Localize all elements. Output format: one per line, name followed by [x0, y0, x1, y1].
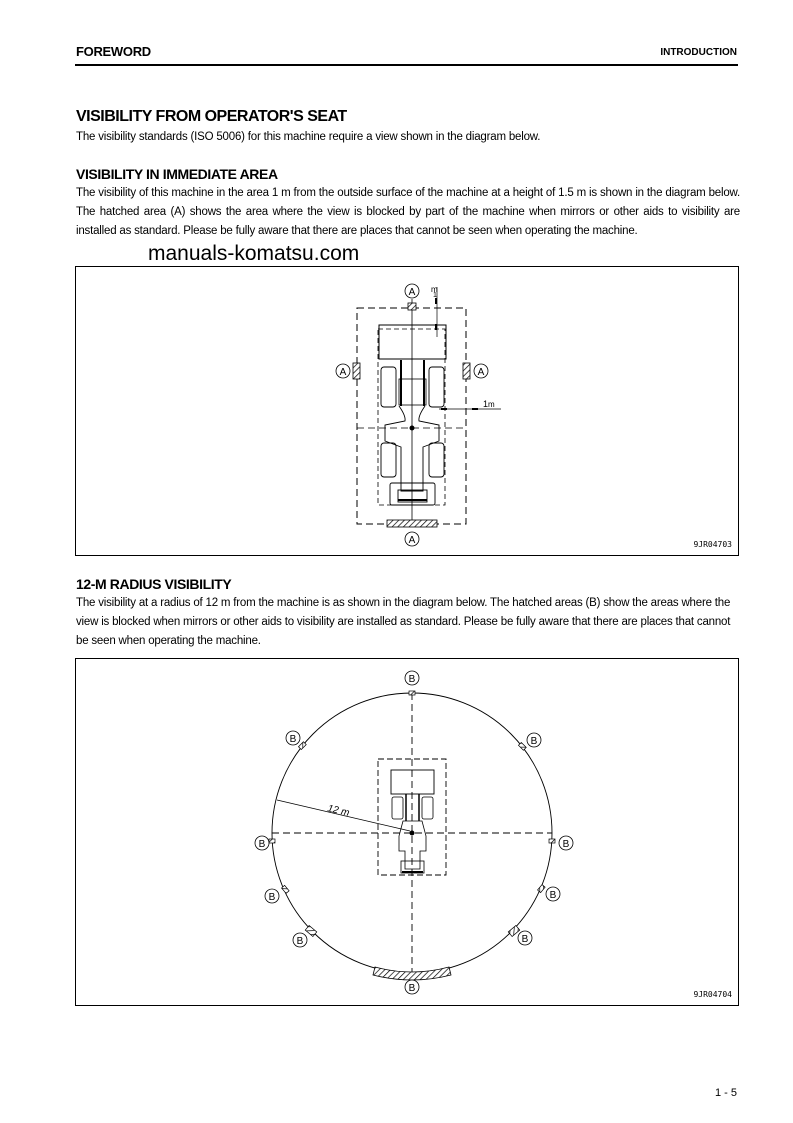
figure-immediate-area [75, 266, 739, 556]
header-divider [75, 64, 738, 66]
svg-text:B: B [289, 734, 297, 745]
svg-text:m: m [431, 285, 438, 294]
figure-radius [75, 658, 739, 1006]
immediate-area-diagram [76, 267, 738, 555]
svg-text:A: A [408, 535, 416, 546]
svg-text:A: A [408, 287, 416, 298]
figure-id: 9JR04703 [693, 540, 732, 549]
svg-text:B: B [549, 890, 557, 901]
section-title-radius: 12-M RADIUS VISIBILITY [76, 576, 232, 592]
header-chapter: INTRODUCTION [660, 47, 737, 58]
svg-text:B: B [258, 839, 266, 850]
svg-text:B: B [562, 839, 570, 850]
svg-text:A: A [477, 367, 485, 378]
svg-text:A: A [339, 367, 347, 378]
section-title-operator-seat: VISIBILITY FROM OPERATOR'S SEAT [76, 108, 347, 125]
section-body-immediate-area: The visibility of this machine in the area 1 m from the outside surface of the machine at a height of 1.5 m is shown in the diagram below. The hatched area (A) shows the area where the view is blocked by part of the machine when mirrors or other aids to visibility are installed as standard. Please be fully aware that there are places that cannot be seen when operating the machine. [76, 187, 740, 237]
figure-id: 9JR04704 [693, 990, 732, 999]
svg-text:1: 1 [433, 292, 437, 299]
svg-text:m: m [488, 400, 495, 409]
header-section: FOREWORD [76, 44, 151, 59]
svg-text:B: B [296, 936, 304, 947]
section-title-immediate-area: VISIBILITY IN IMMEDIATE AREA [76, 166, 278, 182]
radius-diagram [76, 659, 738, 1005]
svg-text:12 m: 12 m [326, 803, 351, 819]
svg-text:B: B [521, 934, 529, 945]
page-number: 1 - 5 [714, 1087, 737, 1099]
watermark: manuals-komatsu.com [148, 242, 360, 265]
svg-text:1: 1 [483, 399, 489, 409]
section-body-radius: The visibility at a radius of 12 m from the machine is as shown in the diagram below. The hatched areas (B) show the areas where the view is blocked when mirrors or other aids to visibility are installed as standard. Please be fully aware that there are places that cannot be seen when operating the machine. [76, 597, 731, 647]
svg-text:B: B [530, 736, 538, 747]
section-body-operator-seat: The visibility standards (ISO 5006) for this machine require a view shown in the diagram below. [76, 131, 541, 143]
svg-text:B: B [408, 674, 416, 685]
svg-text:B: B [268, 892, 276, 903]
svg-text:B: B [408, 983, 416, 994]
